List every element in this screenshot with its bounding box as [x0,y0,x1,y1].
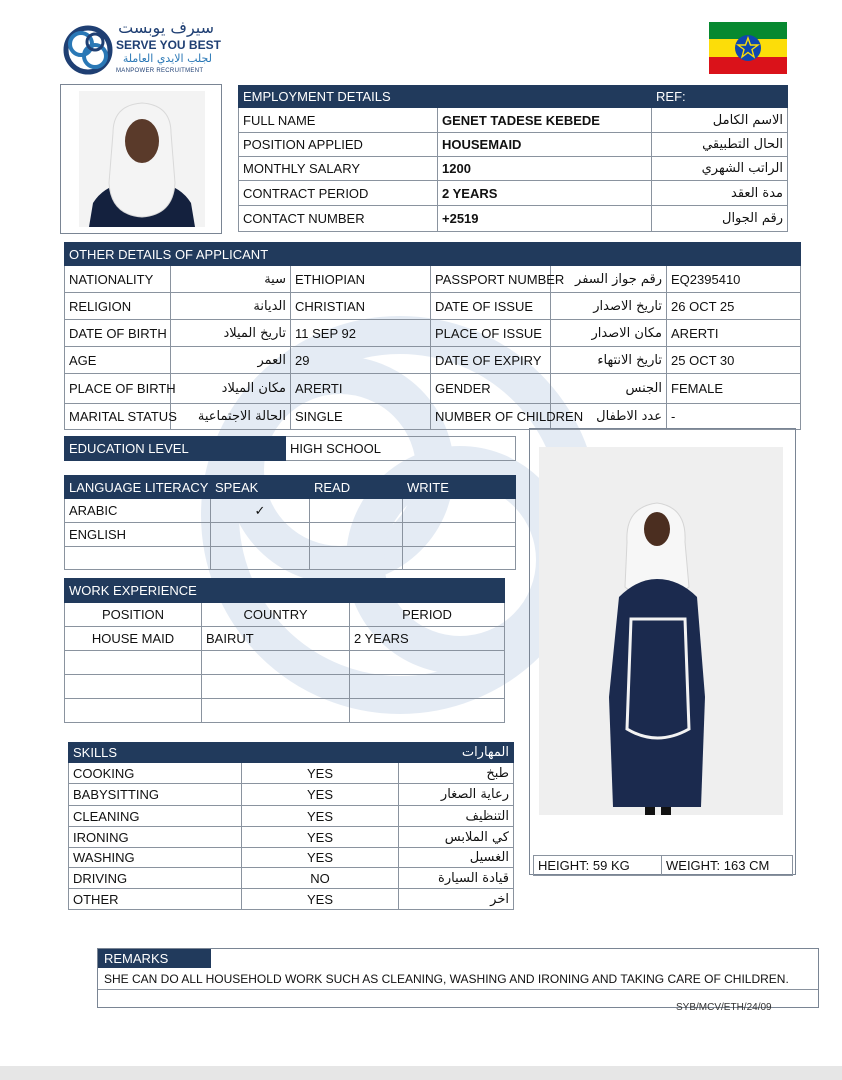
skill-ironing-value: YES [242,827,399,848]
skill-cooking-ar: طبخ [399,763,514,784]
passport-number-value: EQ2395410 [667,266,801,293]
education-table [64,436,516,461]
contact-number-ar: رقم الجوال [652,206,788,232]
other-details-header-blank [431,243,801,266]
place-of-issue-label: PLACE OF ISSUE [431,320,551,347]
weight-value: WEIGHT: 163 CM [662,856,793,876]
english-write [403,523,516,547]
skills-header-blank [242,743,399,763]
arabic-read [310,499,403,523]
date-of-birth-value: 11 SEP 92 [291,320,431,347]
full-name-value: GENET TADESE KEBEDE [438,108,652,133]
date-of-birth-label: DATE OF BIRTH [65,320,171,347]
ref-label: REF: [652,86,788,108]
work-empty-row [65,675,202,699]
contact-number-value: +2519 [438,206,652,232]
language-literacy-header: LANGUAGE LITERACY [65,476,211,499]
date-of-expiry-label: DATE OF EXPIRY [431,347,551,374]
work-experience-table [64,578,505,723]
english-read [310,523,403,547]
skill-cooking-value: YES [242,763,399,784]
position-applied-label: POSITION APPLIED [239,133,438,157]
education-label: EDUCATION LEVEL [65,437,286,461]
marital-status-label: MARITAL STATUS [65,404,171,430]
religion-value: CHRISTIAN [291,293,431,320]
skill-driving: DRIVING [69,868,242,889]
logo-english-name: SERVE YOU BEST [116,38,221,52]
measurements-table [533,855,793,876]
skill-cleaning: CLEANING [69,806,242,827]
logo-subtitle: MANPOWER RECRUITMENT [116,68,204,74]
place-of-birth-label: PLACE OF BIRTH [65,374,171,404]
date-of-birth-ar: تاريخ الميلاد [171,320,291,347]
place-of-issue-value: ARERTI [667,320,801,347]
skill-ironing: IRONING [69,827,242,848]
contract-period-label: CONTRACT PERIOD [239,181,438,206]
work-empty-row [65,651,202,675]
work-empty-row [65,699,202,723]
skill-ironing-ar: كي الملابس [399,827,514,848]
logo-arabic-tagline: لجلب الايدي العاملة [122,52,212,65]
full-name-ar: الاسم الكامل [652,108,788,133]
work-country-column: COUNTRY [202,603,350,627]
age-ar: العمر [171,347,291,374]
number-of-children-label: NUMBER OF CHILDREN [431,404,551,430]
gender-ar: الجنس [551,374,667,404]
english-speak [211,523,310,547]
nationality-label: NATIONALITY [65,266,171,293]
employment-header: EMPLOYMENT DETAILS [239,86,652,108]
contract-period-value: 2 YEARS [438,181,652,206]
language-arabic: ARABIC [65,499,211,523]
skill-washing: WASHING [69,848,242,868]
skill-driving-value: NO [242,868,399,889]
language-empty-row [65,547,211,570]
skills-header: SKILLS [69,743,242,763]
monthly-salary-value: 1200 [438,157,652,181]
language-english: ENGLISH [65,523,211,547]
place-of-issue-ar: مكان الاصدار [551,320,667,347]
other-details-table [64,242,801,430]
date-of-expiry-value: 25 OCT 30 [667,347,801,374]
arabic-speak-check: ✓ [211,499,310,523]
remarks-section [97,948,819,1008]
work-experience-header: WORK EXPERIENCE [65,579,350,603]
footer-code: SYB/MCV/ETH/24/09 [676,1002,772,1013]
skill-babysitting-ar: رعاية الصغار [399,784,514,806]
religion-label: RELIGION [65,293,171,320]
place-of-birth-ar: مكان الميلاد [171,374,291,404]
remarks-text: SHE CAN DO ALL HOUSEHOLD WORK SUCH AS CLEANING, WASHING AND IRONING AND TAKING CARE OF CHILDREN. [104,972,789,986]
monthly-salary-label: MONTHLY SALARY [239,157,438,181]
arabic-write [403,499,516,523]
ethiopia-flag [709,22,787,74]
skill-babysitting: BABYSITTING [69,784,242,806]
age-label: AGE [65,347,171,374]
passport-number-label: PASSPORT NUMBER [431,266,551,293]
skill-driving-ar: قيادة السيارة [399,868,514,889]
work-period-value: 2 YEARS [350,627,505,651]
skill-other-ar: اخر [399,889,514,910]
company-logo [62,20,222,82]
portrait-photo-frame [60,84,222,234]
date-of-expiry-ar: تاريخ الانتهاء [551,347,667,374]
work-experience-header-blank [350,579,505,603]
monthly-salary-ar: الراتب الشهري [652,157,788,181]
passport-number-ar: رقم جواز السفر [551,266,667,293]
other-details-header: OTHER DETAILS OF APPLICANT [65,243,431,266]
portrait-photo [79,91,205,227]
work-country-value: BAIRUT [202,627,350,651]
write-header: WRITE [403,476,516,499]
gender-value: FEMALE [667,374,801,404]
marital-status-value: SINGLE [291,404,431,430]
full-body-photo-frame [529,428,796,875]
marital-status-ar: الحالة الاجتماعية [171,404,291,430]
work-period-column: PERIOD [350,603,505,627]
skill-washing-ar: الغسيل [399,848,514,868]
education-value: HIGH SCHOOL [286,437,516,461]
religion-ar: الديانة [171,293,291,320]
skill-cleaning-ar: التنظيف [399,806,514,827]
work-position-column: POSITION [65,603,202,627]
position-applied-ar: الحال التطبيقي [652,133,788,157]
person-full-body-icon [539,447,783,815]
skill-other-value: YES [242,889,399,910]
read-header: READ [310,476,403,499]
age-value: 29 [291,347,431,374]
contract-period-ar: مدة العقد [652,181,788,206]
page-bottom-bar [0,1066,842,1080]
skill-babysitting-value: YES [242,784,399,806]
skills-header-ar: المهارات [399,743,514,763]
work-position-value: HOUSE MAID [65,627,202,651]
full-body-photo [539,447,783,815]
nationality-value: ETHIOPIAN [291,266,431,293]
height-value: HEIGHT: 59 KG [534,856,662,876]
position-applied-value: HOUSEMAID [438,133,652,157]
remarks-header: REMARKS [98,949,211,968]
speak-header: SPEAK [211,476,310,499]
date-of-issue-ar: تاريخ الاصدار [551,293,667,320]
person-portrait-icon [79,91,205,227]
language-table [64,475,516,570]
remarks-divider [98,989,818,990]
skill-washing-value: YES [242,848,399,868]
number-of-children-ar: عدد الاطفال [551,404,667,430]
logo-arabic-name: سيرف يوبست [118,18,214,37]
logo-mark-icon [62,22,114,78]
skill-cleaning-value: YES [242,806,399,827]
full-name-label: FULL NAME [239,108,438,133]
nationality-ar: سية [171,266,291,293]
gender-label: GENDER [431,374,551,404]
contact-number-label: CONTACT NUMBER [239,206,438,232]
date-of-issue-value: 26 OCT 25 [667,293,801,320]
skill-other: OTHER [69,889,242,910]
skills-table [68,742,514,910]
flag-emblem-icon [734,34,762,62]
date-of-issue-label: DATE OF ISSUE [431,293,551,320]
number-of-children-value: - [667,404,801,430]
skill-cooking: COOKING [69,763,242,784]
employment-details-table [238,85,788,232]
place-of-birth-value: ARERTI [291,374,431,404]
